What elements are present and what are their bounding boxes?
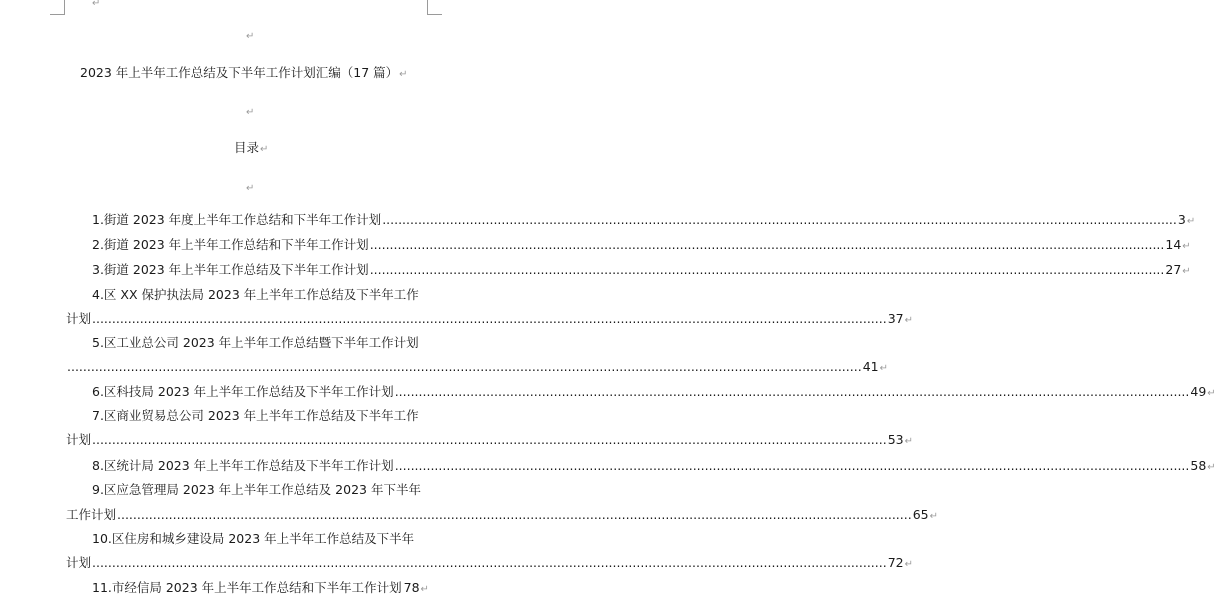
paragraph-mark: ↵ (879, 363, 888, 374)
paragraph-mark: ↵ (92, 0, 101, 9)
toc-entry-line[interactable] (92, 336, 428, 350)
margin-crop-mark-right (427, 0, 428, 14)
toc-entry-title: 1.街道 2023 年度上半年工作总结和下半年工作计划 (92, 212, 382, 227)
paragraph-mark: ↵ (1207, 462, 1216, 473)
toc-dot-leader: ........................................................................................................................................................................................................ (369, 262, 1165, 277)
toc-entry-title: 11.市经信局 2023 年上半年工作总结和下半年工作计划 (92, 580, 402, 595)
toc-page-number: 58 (1190, 458, 1207, 473)
toc-entry-title: 4.区 XX 保护执法局 2023 年上半年工作总结及下半年工作 (92, 287, 419, 302)
toc-page-number: 78 (403, 580, 420, 595)
toc-entry-line[interactable] (92, 483, 428, 497)
paragraph-mark: ↵ (1186, 216, 1196, 227)
toc-entry-line[interactable] (92, 532, 428, 546)
toc-page-number: 53 (887, 432, 904, 447)
margin-crop-mark-left-h (50, 14, 65, 15)
toc-entry-title: 6.区科技局 2023 年上半年工作总结及下半年工作计划 (92, 384, 394, 399)
toc-entry-line[interactable] (92, 581, 428, 595)
empty-paragraph (245, 104, 254, 118)
toc-page-number: 27 (1165, 262, 1182, 277)
toc-dot-leader: ........................................................................................................................................................................................................ (67, 359, 862, 374)
margin-crop-mark-left (64, 0, 65, 14)
paragraph-mark: ↵ (1207, 388, 1216, 399)
toc-page-number: 3 (1177, 212, 1186, 227)
toc-entry-title: 10.区住房和城乡建设局 2023 年上半年工作总结及下半年 (92, 531, 415, 546)
paragraph-mark: ↵ (246, 107, 255, 118)
toc-entry-title: 9.区应急管理局 2023 年上半年工作总结及 2023 年下半年 (92, 482, 421, 497)
toc-page-number: 65 (912, 507, 929, 522)
empty-paragraph (91, 0, 100, 9)
toc-entry-title: 工作计划 (66, 507, 117, 522)
toc-entry-line[interactable] (92, 409, 428, 423)
toc-dot-leader: ........................................................................................................................................................................................................ (92, 555, 887, 570)
toc-dot-leader: ........................................................................................................................................................................................................ (92, 432, 887, 447)
paragraph-mark: ↵ (246, 31, 255, 42)
toc-entry-title: 计划 (66, 311, 92, 326)
toc-page-number: 49 (1190, 384, 1207, 399)
margin-crop-mark-right-h (427, 14, 442, 15)
toc-entry-title: 计划 (66, 432, 92, 447)
toc-entry-title: 计划 (66, 555, 92, 570)
toc-dot-leader: ........................................................................................................................................................................................................ (394, 384, 1190, 399)
toc-entry-title: 7.区商业贸易总公司 2023 年上半年工作总结及下半年工作 (92, 408, 419, 423)
paragraph-mark: ↵ (1182, 241, 1191, 252)
paragraph-mark: ↵ (904, 436, 913, 447)
toc-dot-leader: ........................................................................................................................................................................................................ (92, 311, 887, 326)
toc-entry-line[interactable] (92, 212, 1196, 227)
toc-page-number: 72 (887, 555, 904, 570)
paragraph-mark: ↵ (399, 69, 408, 80)
toc-entry-line[interactable] (66, 359, 888, 374)
toc-entry-line[interactable] (66, 432, 913, 447)
toc-heading-text: 目录 (234, 140, 260, 155)
paragraph-mark: ↵ (420, 584, 429, 595)
toc-page-number: 14 (1165, 237, 1182, 252)
toc-dot-leader: ........................................................................................................................................................................................................ (369, 237, 1165, 252)
toc-dot-leader: ........................................................................................................................................................................................................ (382, 212, 1177, 227)
paragraph-mark: ↵ (904, 315, 913, 326)
paragraph-mark: ↵ (260, 144, 269, 155)
toc-page-number: 37 (887, 311, 904, 326)
empty-paragraph (245, 28, 254, 42)
toc-page-number: 41 (862, 359, 879, 374)
document-title (80, 66, 408, 80)
toc-entry-line[interactable] (92, 458, 1216, 473)
toc-entry-line[interactable] (66, 311, 913, 326)
toc-entry-line[interactable] (92, 288, 428, 302)
toc-dot-leader: ........................................................................................................................................................................................................ (394, 458, 1190, 473)
paragraph-mark: ↵ (929, 511, 938, 522)
toc-entry-title: 5.区工业总公司 2023 年上半年工作总结暨下半年工作计划 (92, 335, 419, 350)
toc-entry-title: 3.街道 2023 年上半年工作总结及下半年工作计划 (92, 262, 369, 277)
toc-dot-leader: ........................................................................................................................................................................................................ (117, 507, 912, 522)
toc-entry-line[interactable] (66, 555, 913, 570)
paragraph-mark: ↵ (1182, 266, 1191, 277)
paragraph-mark: ↵ (246, 183, 255, 194)
toc-entry-line[interactable] (66, 507, 938, 522)
toc-entry-line[interactable] (92, 262, 1191, 277)
empty-paragraph (245, 180, 254, 194)
toc-entry-line[interactable] (92, 384, 1216, 399)
toc-heading (234, 141, 268, 155)
toc-entry-title: 8.区统计局 2023 年上半年工作总结及下半年工作计划 (92, 458, 394, 473)
paragraph-mark: ↵ (904, 559, 913, 570)
document-title-text: 2023 年上半年工作总结及下半年工作计划汇编（17 篇） (80, 65, 399, 80)
toc-entry-title: 2.街道 2023 年上半年工作总结和下半年工作计划 (92, 237, 369, 252)
toc-entry-line[interactable] (92, 237, 1191, 252)
